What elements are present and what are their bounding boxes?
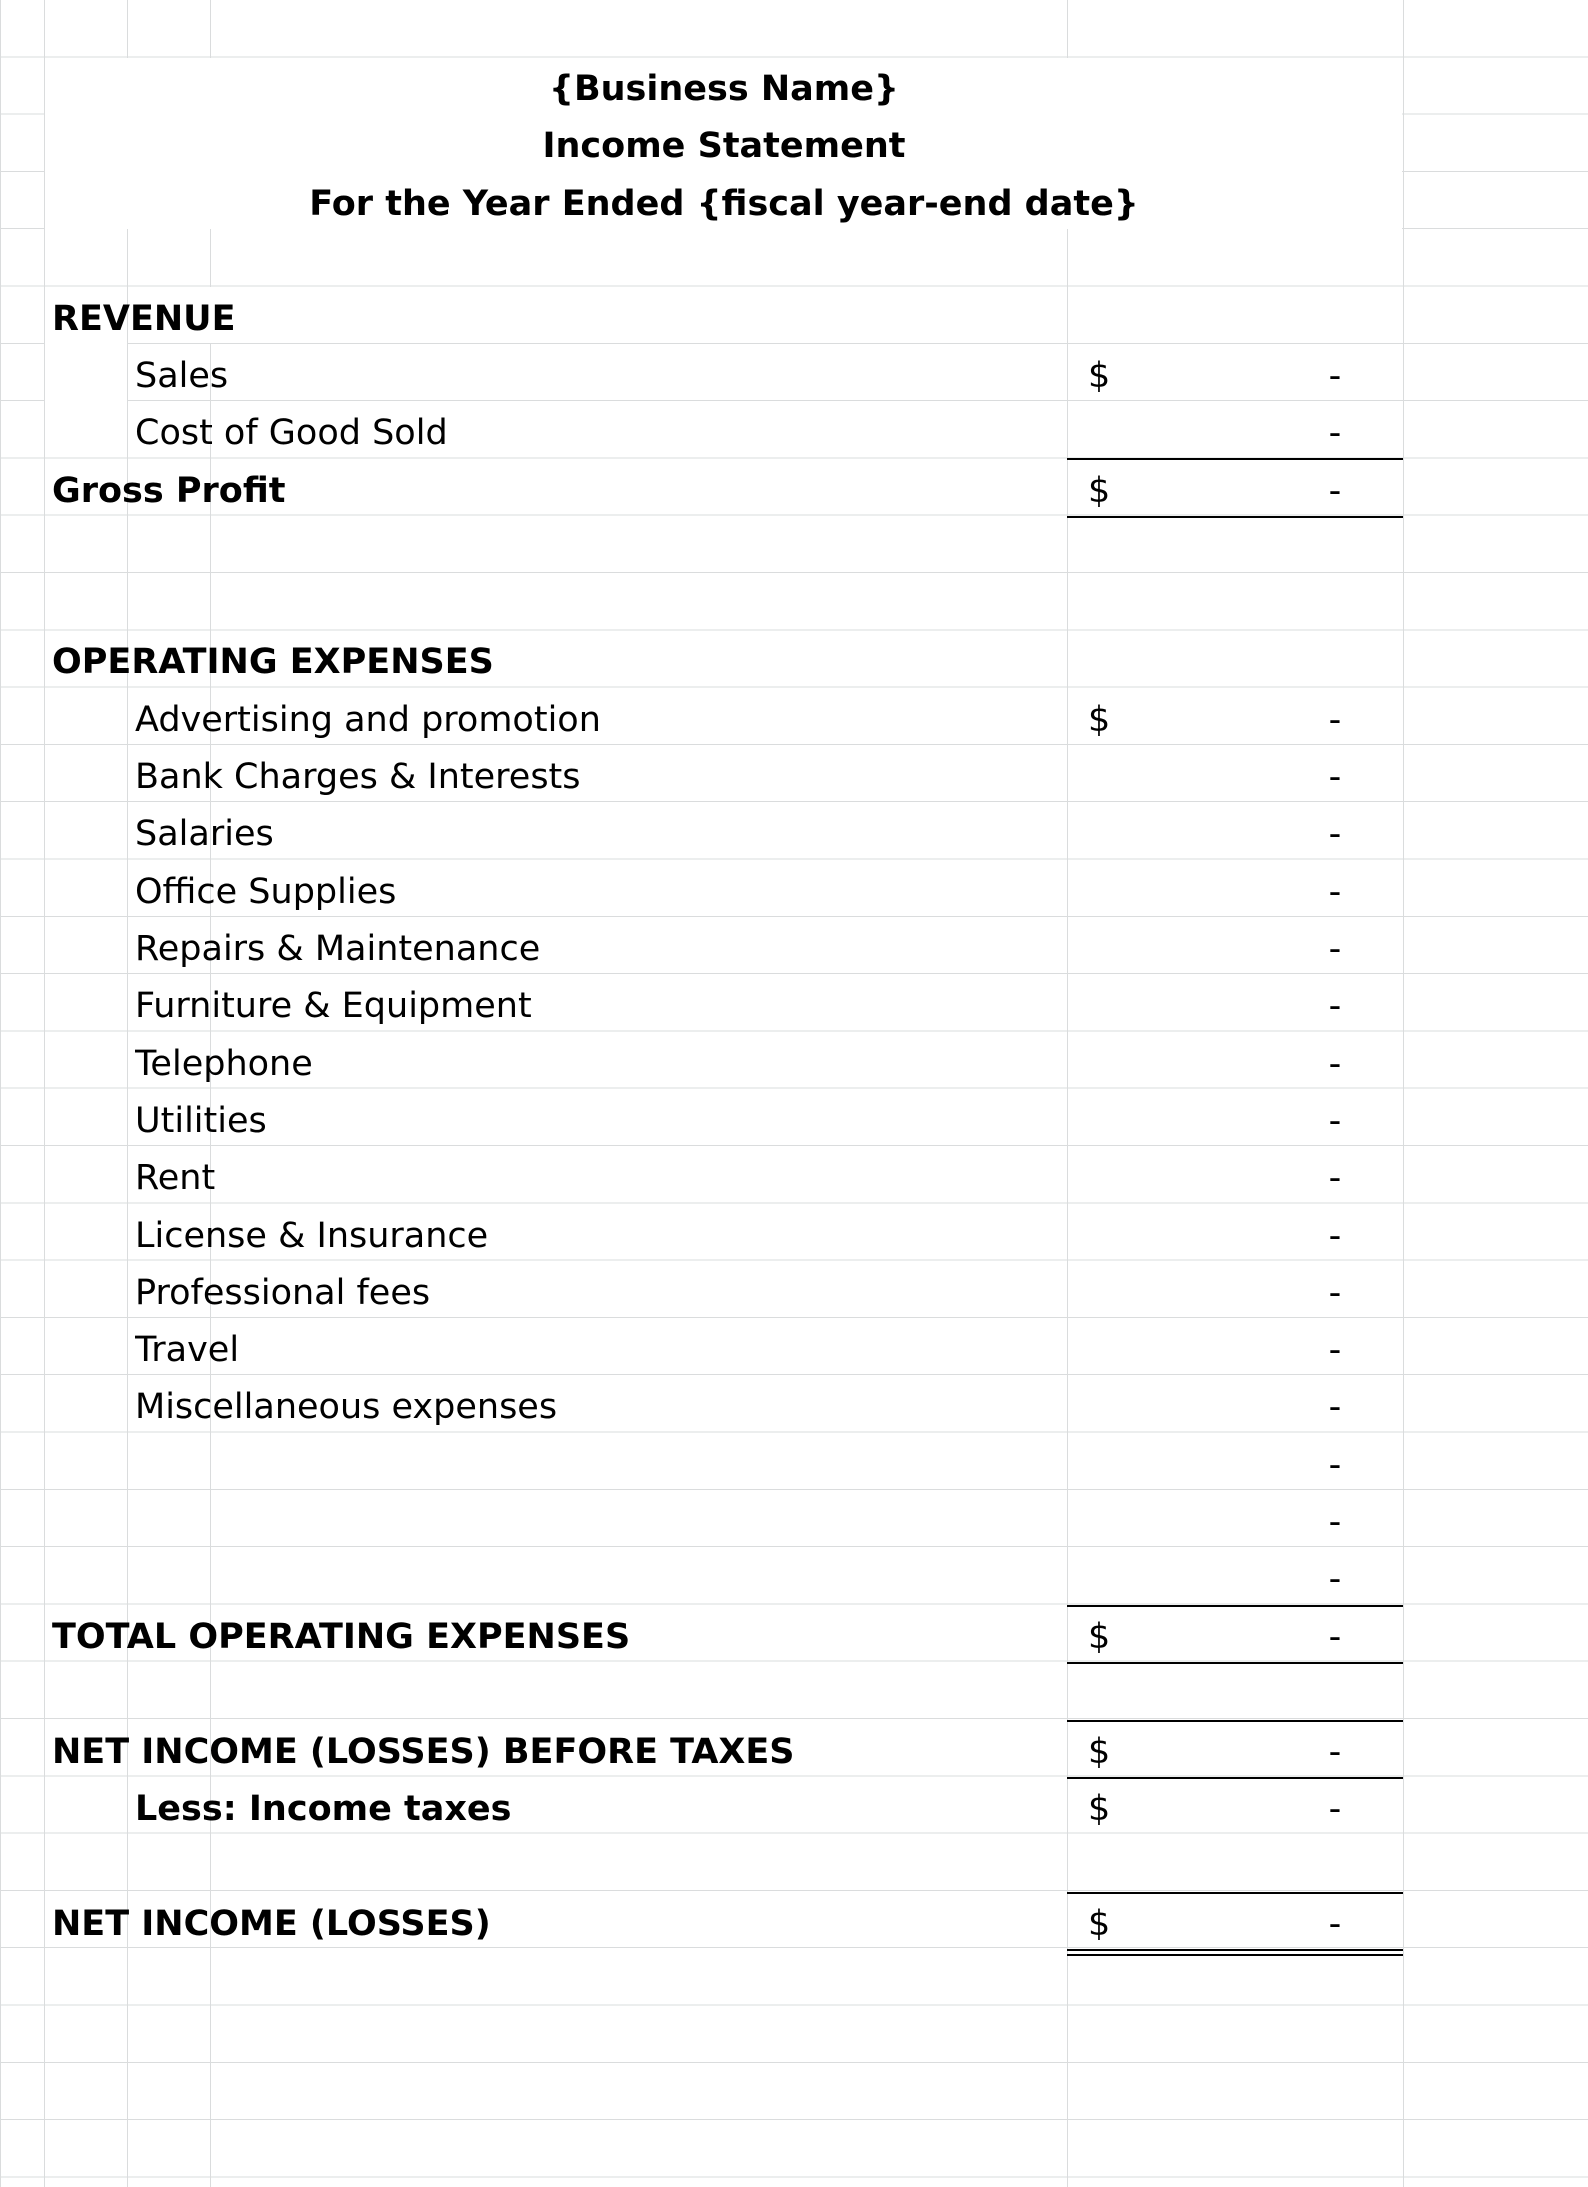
subtotal-rule <box>1067 516 1403 518</box>
expense-value[interactable]: - <box>1328 929 1342 969</box>
expense-value[interactable]: - <box>1328 1559 1342 1599</box>
business-name: {Business Name} <box>549 69 899 109</box>
expense-item: Salaries <box>135 814 274 854</box>
revenue-heading: REVENUE <box>52 299 236 339</box>
expense-item: Furniture & Equipment <box>135 986 532 1026</box>
column-gridline <box>1403 0 1404 2187</box>
income-taxes-value[interactable]: - <box>1328 1789 1342 1829</box>
double-total-rule <box>1067 1949 1403 1956</box>
expense-item: Office Supplies <box>135 872 397 912</box>
expense-item: Miscellaneous expenses <box>135 1387 558 1427</box>
currency-symbol: $ <box>1088 1617 1111 1657</box>
statement-period: For the Year Ended {fiscal year-end date} <box>309 184 1139 224</box>
expense-value[interactable]: - <box>1328 1044 1342 1084</box>
expense-item: Advertising and promotion <box>135 700 601 740</box>
expense-item: Telephone <box>135 1044 313 1084</box>
net-income-value[interactable]: - <box>1328 1904 1342 1944</box>
merged-label-area <box>128 287 1066 343</box>
expense-value[interactable]: - <box>1328 1445 1342 1485</box>
expense-value[interactable]: - <box>1328 872 1342 912</box>
currency-symbol: $ <box>1088 700 1111 740</box>
statement-title: Income Statement <box>542 126 906 166</box>
subtotal-rule <box>1067 458 1403 460</box>
expense-value[interactable]: - <box>1328 1101 1342 1141</box>
expense-item: Bank Charges & Interests <box>135 757 581 797</box>
income-taxes-label: Less: Income taxes <box>135 1789 512 1829</box>
net-income-before-taxes-value[interactable]: - <box>1328 1732 1342 1772</box>
sales-label: Sales <box>135 356 229 396</box>
expense-item: Repairs & Maintenance <box>135 929 541 969</box>
subtotal-rule <box>1067 1720 1403 1722</box>
subtotal-rule <box>1067 1662 1403 1664</box>
cogs-label: Cost of Good Sold <box>135 413 448 453</box>
currency-symbol: $ <box>1088 1904 1111 1944</box>
expense-value[interactable]: - <box>1328 1273 1342 1313</box>
operating-expenses-heading: OPERATING EXPENSES <box>52 642 494 682</box>
column-gridline <box>1067 0 1068 2187</box>
column-gridline <box>0 0 1 2187</box>
net-income-before-taxes-label: NET INCOME (LOSSES) BEFORE TAXES <box>52 1732 795 1772</box>
subtotal-rule <box>1067 1605 1403 1607</box>
expense-value[interactable]: - <box>1328 1158 1342 1198</box>
expense-value[interactable]: - <box>1328 814 1342 854</box>
expense-item: Utilities <box>135 1101 267 1141</box>
gross-profit-value[interactable]: - <box>1328 471 1342 511</box>
expense-value[interactable]: - <box>1328 757 1342 797</box>
currency-symbol: $ <box>1088 356 1111 396</box>
expense-value[interactable]: - <box>1328 1387 1342 1427</box>
net-income-label: NET INCOME (LOSSES) <box>52 1904 491 1944</box>
total-operating-expenses-value[interactable]: - <box>1328 1617 1342 1657</box>
gross-profit-label: Gross Profit <box>52 471 286 511</box>
currency-symbol: $ <box>1088 471 1111 511</box>
expense-value[interactable]: - <box>1328 700 1342 740</box>
sales-value[interactable]: - <box>1328 356 1342 396</box>
expense-value[interactable]: - <box>1328 1216 1342 1256</box>
currency-symbol: $ <box>1088 1732 1111 1772</box>
expense-item: Travel <box>135 1330 240 1370</box>
subtotal-rule <box>1067 1777 1403 1779</box>
subtotal-rule <box>1067 1892 1403 1894</box>
total-operating-expenses-label: TOTAL OPERATING EXPENSES <box>52 1617 631 1657</box>
cogs-value[interactable]: - <box>1328 413 1342 453</box>
expense-value[interactable]: - <box>1328 986 1342 1026</box>
expense-item: Professional fees <box>135 1273 431 1313</box>
expense-item: Rent <box>135 1158 216 1198</box>
expense-value[interactable]: - <box>1328 1330 1342 1370</box>
currency-symbol: $ <box>1088 1789 1111 1829</box>
expense-value[interactable]: - <box>1328 1502 1342 1542</box>
expense-item: License & Insurance <box>135 1216 489 1256</box>
